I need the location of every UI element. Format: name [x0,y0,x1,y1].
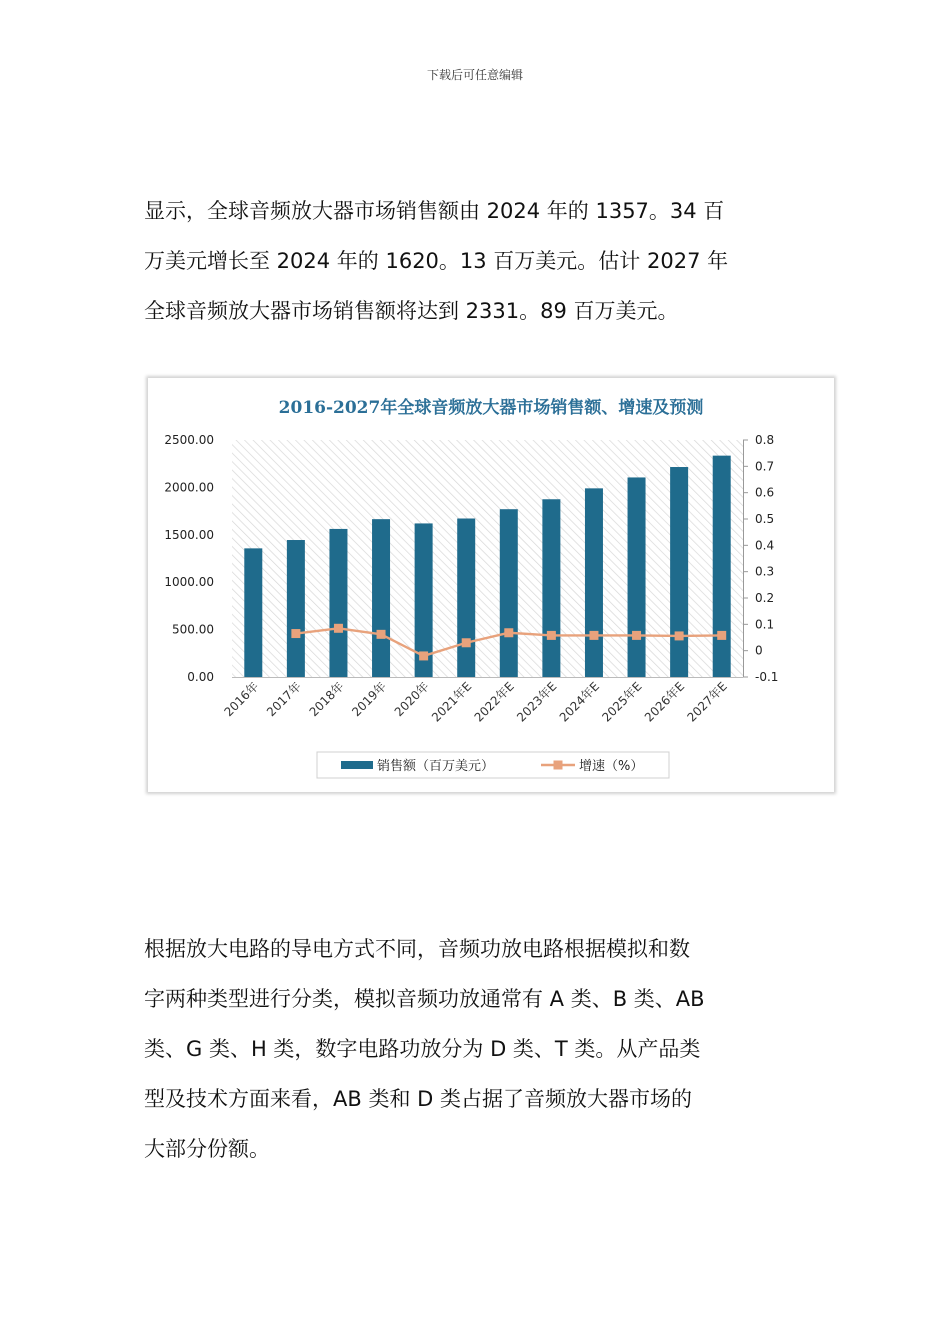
right-axis-tick-label: -0.1 [755,670,779,684]
bar-sales [457,518,475,677]
paragraph-amplifier-classes [144,924,744,1174]
right-axis-tick-label: 0.6 [755,485,775,500]
chart-title: 2016-2027年全球音频放大器市场销售额、增速及预测 [278,398,704,418]
left-axis-tick-label: 1000.00 [164,575,214,590]
x-axis-tick-label: 2022年E [471,679,517,725]
bar-sales [670,467,688,677]
legend-growth-swatch-marker [554,761,563,770]
bar-sales [287,540,305,677]
plot-background [232,440,743,677]
sales-chart [148,378,834,792]
x-axis-tick-label: 2025年E [599,679,645,725]
bar-sales [585,488,603,677]
growth-marker [419,651,428,660]
x-axis-tick-label: 2023年E [514,679,560,725]
bar-sales [628,477,646,677]
x-axis-tick-label: 2019年 [349,679,390,720]
x-axis-tick-label: 2018年 [306,679,347,720]
right-axis-tick-label: 0.2 [755,591,775,605]
bar-sales [500,509,518,677]
chart-canvas [148,378,834,792]
left-axis-tick-label: 2000.00 [164,480,214,495]
x-axis-tick-label: 2017年 [264,679,304,720]
growth-marker [462,638,471,647]
bar-sales [244,548,262,677]
right-axis-tick-label: 0.5 [755,512,775,526]
legend-growth-label: 增速（%） [579,759,644,774]
x-axis-tick-label: 2021年E [428,679,475,725]
page-header: 下载后可任意编辑 [426,68,523,82]
legend-sales-label: 销售额（百万美元） [377,759,495,774]
paragraph-line: 类、G 类、H 类，数字电路功放分为 D 类、T 类。从产品类 [144,1037,701,1061]
paragraph-line: 根据放大电路的导电方式不同，音频功放电路根据模拟和数 [144,937,690,961]
growth-marker [291,629,300,638]
bar-sales [329,529,347,677]
right-axis-tick-label: 0.3 [755,564,775,579]
right-axis-tick-label: 0.7 [755,459,775,474]
paragraph-line: 字两种类型进行分类，模拟音频功放通常有 A 类、B 类、AB [144,987,705,1011]
growth-marker [632,631,641,640]
paragraph-line: 型及技术方面来看，AB 类和 D 类占据了音频放大器市场的 [144,1087,692,1111]
growth-marker [377,630,386,639]
right-axis-tick-label: 0.4 [755,538,775,553]
paragraph-line: 全球音频放大器市场销售额将达到 2331。89 百万美元。 [144,299,679,323]
legend-sales-swatch [341,761,373,769]
left-axis-tick-label: 0.00 [187,670,214,684]
x-axis-tick-label: 2024年E [556,679,603,725]
x-axis-tick-label: 2027年E [684,679,730,725]
growth-marker [547,631,556,640]
growth-marker [675,631,684,640]
bar-sales [713,456,731,677]
paragraph-market-size [144,186,744,336]
paragraph-line: 显示，全球音频放大器市场销售额由 2024 年的 1357。34 百 [144,199,725,223]
paragraph-line: 万美元增长至 2024 年的 1620。13 百万美元。估计 2027 年 [144,249,729,273]
right-axis-tick-label: 0 [755,643,763,658]
right-axis-tick-label: 0.1 [755,617,775,632]
paragraph-line: 大部分份额。 [144,1137,270,1161]
growth-marker [589,631,598,640]
growth-marker [334,624,343,633]
bar-sales [542,499,560,677]
left-axis-tick-label: 1500.00 [164,527,214,542]
right-axis-tick-label: 0.8 [755,433,775,447]
x-axis-tick-label: 2026年E [641,679,688,725]
left-axis-tick-label: 500.00 [172,622,214,637]
growth-marker [717,631,726,640]
x-axis-tick-label: 2020年 [391,679,432,720]
x-axis-tick-label: 2016年 [221,679,262,720]
left-axis-tick-label: 2500.00 [164,433,214,447]
bar-sales [372,519,390,677]
growth-marker [504,628,513,637]
